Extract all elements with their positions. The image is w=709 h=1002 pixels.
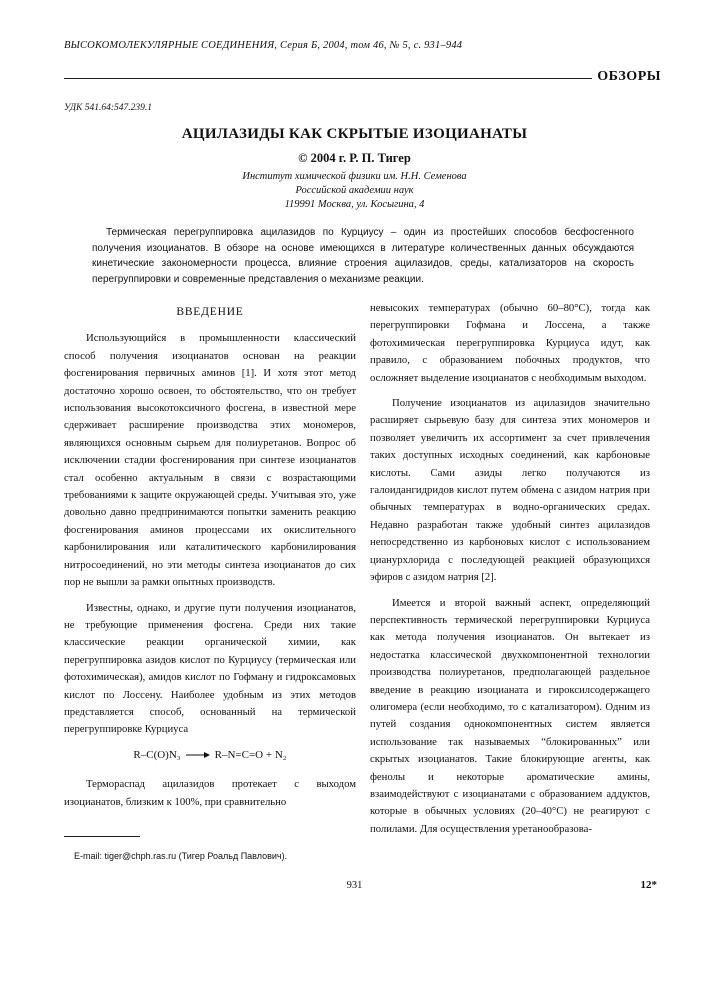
- page-number: 931: [346, 880, 363, 891]
- left-column: [64, 304, 356, 819]
- reaction-arrow-icon: [185, 751, 211, 759]
- right-column: [370, 300, 650, 846]
- journal-citation-line: ВЫСОКОМОЛЕКУЛЯРНЫЕ СОЕДИНЕНИЯ, Серия Б, 2004, том 46, № 5, с. 931–944: [64, 40, 463, 51]
- paragraph: невысоких температурах (обычно 60–80°С), тогда как перегруппировки Гофмана и Лоссена, а также фотохимическая перегруппировка Курциуса идут, как правило, с образованием побочных продуктов, что осложняет выделение изоцианатов с необходимым выходом.: [370, 302, 650, 384]
- paragraph: Известны, однако, и другие пути получения изоцианатов, не требующие применения фосгена. Среди них такие классические реакции органической химии, как перегруппировка азидов кислот по Курциусу (термическая или фотохимическая), амидов кислот по Гофману и гидроксамовых кислот по Лоссену. Наиболее удобным из этих методов представляется способ, основанный на термической перегруппировке Курциуса: [64, 601, 356, 736]
- email-footnote: E-mail: tiger@chph.ras.ru (Тигер Роальд Павлович).: [74, 851, 288, 861]
- products: R–N=C=O + N₂: [214, 748, 287, 761]
- footnote-rule: [64, 836, 140, 837]
- section-rule: [64, 78, 592, 79]
- paragraph: Имеется и второй важный аспект, определяющий перспективность термической перегруппировки Курциуса как метода получения изоцианатов. Он вытекает из недостатка классической двухкомпонентной технологии производства полиуретанов, предполагающей раздельное введение в реакцию изоцианата и гироксилсодержащего олигомера (если необходимо, то с катализатором). Одним из путей создания однокомпонентных систем является использование так называемых “блокированных” или скрытых изоцианатов. Такие блокирующие агенты, как фенолы и некоторые ароматические амины, взаимодействуют с изоцианатами с образованием аддуктов, которые в обычных условиях (20–40°С) не реагируют с полилами. Для осуществления уретанообразова-: [370, 596, 650, 835]
- affiliation-line: Российской академии наук: [295, 185, 414, 196]
- article-title: АЦИЛАЗИДЫ КАК СКРЫТЫЕ ИЗОЦИАНАТЫ: [181, 126, 528, 142]
- paragraph: Получение изоцианатов из ацилазидов значительно расширяет сырьевую базу для синтеза этих мономеров и позволяет увеличить их ассортимент за счет привлечения таких доступных исходных соединений, как карбоновые кислоты. Сами азиды легко получаются из галоидангидридов кислот путем обмена с азидом натрия при обычных температурах в водно-органических средах. Недавно разработан также удобный синтез ацилазидов непосредственно из карбоновых кислот с использованием цианурхлорида с последующей реакцией образующихся эфиров с азидом натрия [2].: [370, 397, 650, 584]
- affiliation-line: Институт химической физики им. Н.Н. Семенова: [242, 171, 467, 182]
- udc-code: УДК 541.64:547.239.1: [64, 103, 153, 113]
- paragraph: Использующийся в промышленности классический способ получения изоцианатов основан на реакции фосгенирования первичных аминов [1]. И хотя этот метод достаточно хорошо освоен, то обстоятельство, что он требует использования высокотоксичного фосгена, в известной мере сдерживает расширение производства этих мономеров, являющихся основным сырьем для полиуретанов. Вопрос об исключении стадии фосгенирования при синтезе изоцианатов стал особенно актуальным в связи с возрастающими требованиями к защите окружающей среды. Учитывая это, уже довольно давно предпринимаются попытки заменить реакцию фосгенирования аминов процессами их окислительного карбонилирования или каталитического карбонилирования нитросоединений, но эти методы синтеза изоцианатов до сих пор не вышли за рамки опытных производств.: [64, 332, 356, 589]
- abstract: Термическая перегруппировка ацилазидов по Курциусу – один из простейших способов бесфосгенного получения изоцианатов. В обзоре на основе имеющихся в литературе количественных данных обсуждаются кинетические закономерности процесса, влияние строения ацилазидов, среды, катализаторов на скорость перегруппировки и современные представления о механизме реакции.: [92, 227, 634, 285]
- section-heading: ВВЕДЕНИЕ: [176, 306, 244, 318]
- signature-mark: 12*: [640, 879, 657, 891]
- section-label: ОБЗОРЫ: [597, 69, 661, 84]
- reaction-equation: [64, 747, 356, 764]
- affiliation: [0, 170, 709, 212]
- author-line: © 2004 г. Р. П. Тигер: [298, 151, 411, 165]
- reactant: R–C(O)N₃: [133, 748, 181, 761]
- affiliation-line: 119991 Москва, ул. Косыгина, 4: [284, 199, 425, 210]
- paragraph: Термораспад ацилазидов протекает с выходом изоцианатов, близким к 100%, при сравнительно: [64, 778, 356, 808]
